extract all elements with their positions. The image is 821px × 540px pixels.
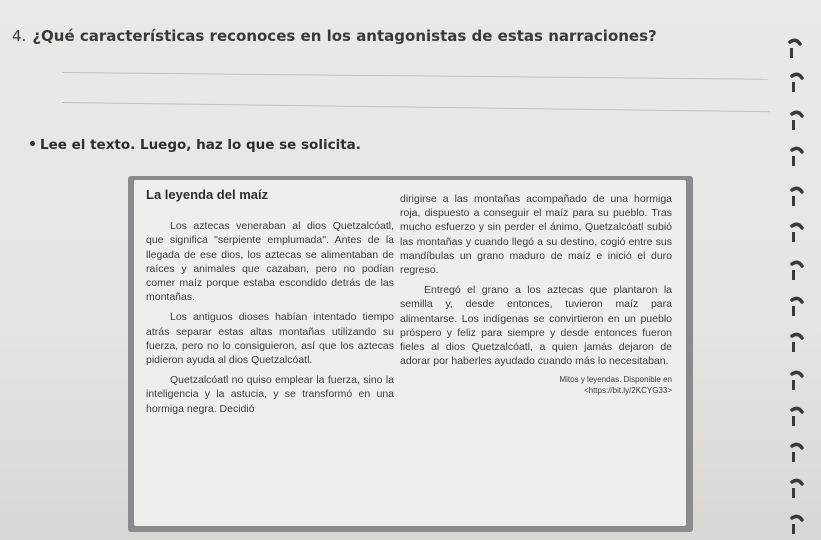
spiral-ring [792, 444, 802, 448]
paragraph: Quetzalcóatl no quiso emplear la fuerza, sino la inteligencia y la astucia, y se transformó en una hormiga negra. Decidió [146, 374, 394, 415]
source-citation [400, 374, 672, 396]
spiral-post [792, 342, 795, 352]
bullet-icon [30, 141, 35, 146]
spiral-ring [792, 298, 802, 302]
spiral-post [792, 524, 795, 534]
spiral-post [792, 488, 795, 498]
spiral-binding-icon [770, 18, 810, 540]
spiral-post [792, 232, 795, 242]
reading-card [134, 180, 686, 526]
spiral-ring [792, 74, 802, 78]
spiral-post [792, 120, 795, 130]
spiral-ring [792, 188, 802, 192]
spiral-ring [792, 480, 802, 484]
answer-line-2[interactable] [62, 102, 770, 112]
spiral-post [792, 416, 795, 426]
spiral-post [792, 82, 795, 92]
spiral-post [792, 270, 795, 280]
question-number: 4. [12, 27, 27, 45]
paragraph: dirigirse a las montañas acompañado de una hormiga roja, dispuesto a conseguir el maíz para su pueblo. Tras mucho esfuerzo y sin perder el ánimo, Quetzalcóatl subió las montañas y cuando llegó a su destino, cogió entre sus mandíbulas un grano maduro de maíz e inició el duro regreso. [400, 193, 672, 277]
spiral-ring [792, 112, 802, 116]
spiral-ring [792, 334, 802, 338]
reading-title: La leyenda del maíz [146, 187, 269, 202]
question-text: ¿Qué características reconoces en los antagonistas de estas narraciones? [32, 27, 657, 45]
spiral-ring [792, 372, 802, 376]
spiral-post [792, 452, 795, 462]
spiral-ring [792, 516, 802, 520]
question-4 [12, 27, 657, 45]
spiral-post [792, 156, 795, 166]
spiral-ring [792, 408, 802, 412]
source-line: Mitos y leyendas. Disponible en [559, 375, 672, 385]
paragraph: Los antiguos dioses habían intentado tiempo atrás separar estas altas montañas utilizando su fuerza, pero no lo consiguieron, así que los aztecas pidieron ayuda al dios Quetzalcóatl. [146, 311, 394, 367]
source-url: <https://bit.ly/2KCYG33> [583, 386, 672, 396]
paragraph: Los aztecas veneraban al dios Quetzalcóatl, que significa "serpiente emplumada". Antes de la llegada de ese dios, los aztecas se alimentaban de raíces y animales que cazaban, pero no podían comer maíz porque estaba escondido detrás de las montañas. [146, 220, 394, 304]
reading-column-right [400, 192, 672, 396]
answer-line-1[interactable] [62, 72, 768, 80]
paragraph: Entregó el grano a los aztecas que plantaron la semilla y, desde entonces, tuvieron maíz para alimentarse. Los indígenas se convirtieron en un pueblo próspero y feliz para siempre y desde entonces fueron fieles al dios Quetzalcóatl, a quien jamás dejaron de adorar por haberles ayudado cuando más lo necesitaban. [400, 284, 672, 368]
spiral-ring [792, 262, 802, 266]
reading-column-left [146, 188, 394, 416]
spiral-ring [790, 40, 800, 44]
spiral-post [792, 306, 795, 316]
spiral-post [792, 380, 795, 390]
spiral-post [792, 196, 795, 206]
spiral-ring [792, 224, 802, 228]
spiral-post [790, 48, 793, 58]
instruction-text: Lee el texto. Luego, haz lo que se solicita. [40, 137, 361, 153]
instruction-heading [30, 137, 361, 153]
spiral-ring [792, 148, 802, 152]
